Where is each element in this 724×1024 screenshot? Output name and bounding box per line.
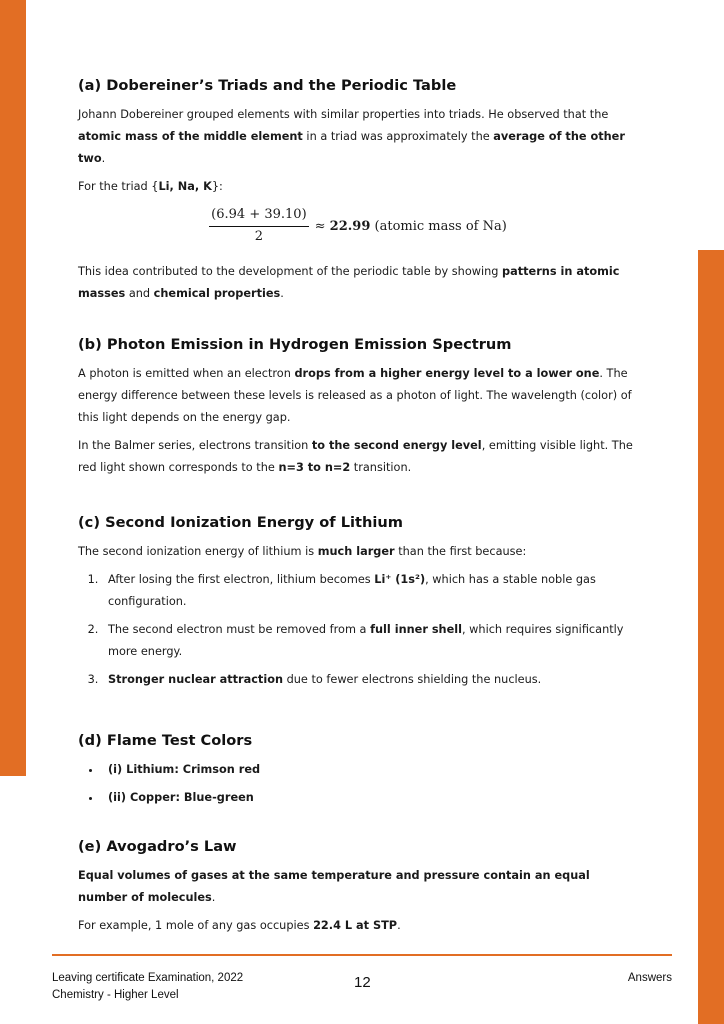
text: due to fewer electrons shielding the nucleus. bbox=[283, 673, 542, 686]
formula-note: (atomic mass of Na) bbox=[370, 218, 507, 234]
bold-text: average of the other two bbox=[78, 130, 625, 165]
formula-fraction bbox=[209, 206, 308, 247]
section-d bbox=[78, 731, 638, 809]
text: and bbox=[125, 287, 154, 300]
left-accent-bar bbox=[0, 0, 26, 776]
list-item bbox=[102, 759, 638, 781]
section-a-para-3 bbox=[78, 261, 638, 305]
list-item bbox=[102, 669, 638, 691]
flame-colors-list bbox=[78, 759, 638, 809]
bold-text: 22.4 L at STP bbox=[313, 919, 398, 932]
bold-text: to the second energy level bbox=[311, 439, 482, 452]
text: , which requires significantly more energy. bbox=[108, 623, 624, 658]
text: Johann Dobereiner grouped elements with similar properties into triads. He observed that the bbox=[78, 108, 609, 121]
bold-text: much larger bbox=[317, 545, 395, 558]
section-e-heading: (e) Avogadro’s Law bbox=[78, 838, 237, 855]
footer-section-label: Answers bbox=[627, 972, 672, 984]
bold-text: patterns in atomic masses bbox=[78, 265, 620, 300]
bold-text: chemical properties bbox=[153, 287, 281, 300]
footer-exam-title: Leaving certificate Examination, 2022 bbox=[52, 972, 244, 984]
text: The second ionization energy of lithium is bbox=[78, 545, 318, 558]
text: than the first because: bbox=[394, 545, 527, 558]
text: For example, 1 mole of any gas occupies bbox=[78, 919, 314, 932]
text: After losing the first electron, lithium becomes bbox=[108, 573, 375, 586]
right-accent-bar bbox=[698, 250, 724, 1024]
section-b bbox=[78, 335, 638, 479]
text: A photon is emitted when an electron bbox=[78, 367, 295, 380]
bold-text: n=3 to n=2 bbox=[278, 461, 351, 474]
reasons-list bbox=[78, 569, 638, 691]
section-e bbox=[78, 837, 638, 937]
section-a-para-1 bbox=[78, 104, 638, 170]
bold-text: (i) Lithium: Crimson red bbox=[108, 763, 261, 776]
bold-text: Li, Na, K bbox=[158, 180, 212, 193]
section-e-para-2 bbox=[78, 915, 638, 937]
triad-formula bbox=[78, 206, 638, 247]
bold-text: (ii) Copper: Blue-green bbox=[108, 791, 254, 804]
text: . bbox=[211, 891, 216, 904]
text: For the triad { bbox=[78, 180, 159, 193]
text: . The energy difference between these levels is released as a photon of light. The wavelength (color) of this light depends on the energy gap. bbox=[78, 367, 632, 424]
list-item bbox=[102, 787, 638, 809]
section-b-heading: (b) Photon Emission in Hydrogen Emission Spectrum bbox=[78, 336, 512, 353]
section-a bbox=[78, 76, 638, 305]
footer-divider bbox=[52, 954, 672, 956]
bold-text: Equal volumes of gases at the same temperature and pressure contain an equal number of molecules bbox=[78, 869, 590, 904]
approx-sign: ≈ bbox=[314, 218, 330, 234]
section-b-para-2 bbox=[78, 435, 638, 479]
answer-content bbox=[78, 76, 638, 943]
section-c bbox=[78, 513, 638, 691]
text: . bbox=[397, 919, 401, 932]
footer-exam-level: Chemistry - Higher Level bbox=[52, 989, 179, 1001]
page-number: 12 bbox=[354, 974, 371, 991]
section-c-intro bbox=[78, 541, 638, 563]
text: transition. bbox=[350, 461, 412, 474]
list-item bbox=[102, 619, 638, 663]
bold-text: Li⁺ (1s²) bbox=[374, 573, 426, 586]
bold-text: Stronger nuclear attraction bbox=[108, 673, 283, 686]
text: , which has a stable noble gas configuration. bbox=[108, 573, 596, 608]
formula-value: 22.99 bbox=[329, 218, 371, 234]
text: This idea contributed to the development of the periodic table by showing bbox=[78, 265, 503, 278]
text: in a triad was approximately the bbox=[302, 130, 494, 143]
bold-text: atomic mass of the middle element bbox=[78, 130, 303, 143]
section-e-para-1 bbox=[78, 865, 638, 909]
text: The second electron must be removed from a bbox=[108, 623, 371, 636]
section-a-heading: (a) Dobereiner’s Triads and the Periodic Table bbox=[78, 77, 457, 94]
text: . bbox=[101, 152, 106, 165]
section-d-heading: (d) Flame Test Colors bbox=[78, 732, 253, 749]
formula-result bbox=[315, 217, 507, 237]
bold-text: full inner shell bbox=[370, 623, 462, 636]
bold-text: drops from a higher energy level to a lower one bbox=[294, 367, 600, 380]
formula-denominator: 2 bbox=[254, 229, 264, 244]
section-b-para-1 bbox=[78, 363, 638, 429]
section-a-para-2 bbox=[78, 176, 638, 198]
list-item bbox=[102, 569, 638, 613]
text: In the Balmer series, electrons transition bbox=[78, 439, 312, 452]
text: }: bbox=[211, 180, 223, 193]
text: . bbox=[280, 287, 284, 300]
formula-numerator: (6.94 + 39.10) bbox=[209, 206, 308, 227]
footer-exam-info bbox=[52, 970, 243, 1004]
section-c-heading: (c) Second Ionization Energy of Lithium bbox=[78, 514, 403, 531]
text: , emitting visible light. The red light shown corresponds to the bbox=[78, 439, 633, 474]
